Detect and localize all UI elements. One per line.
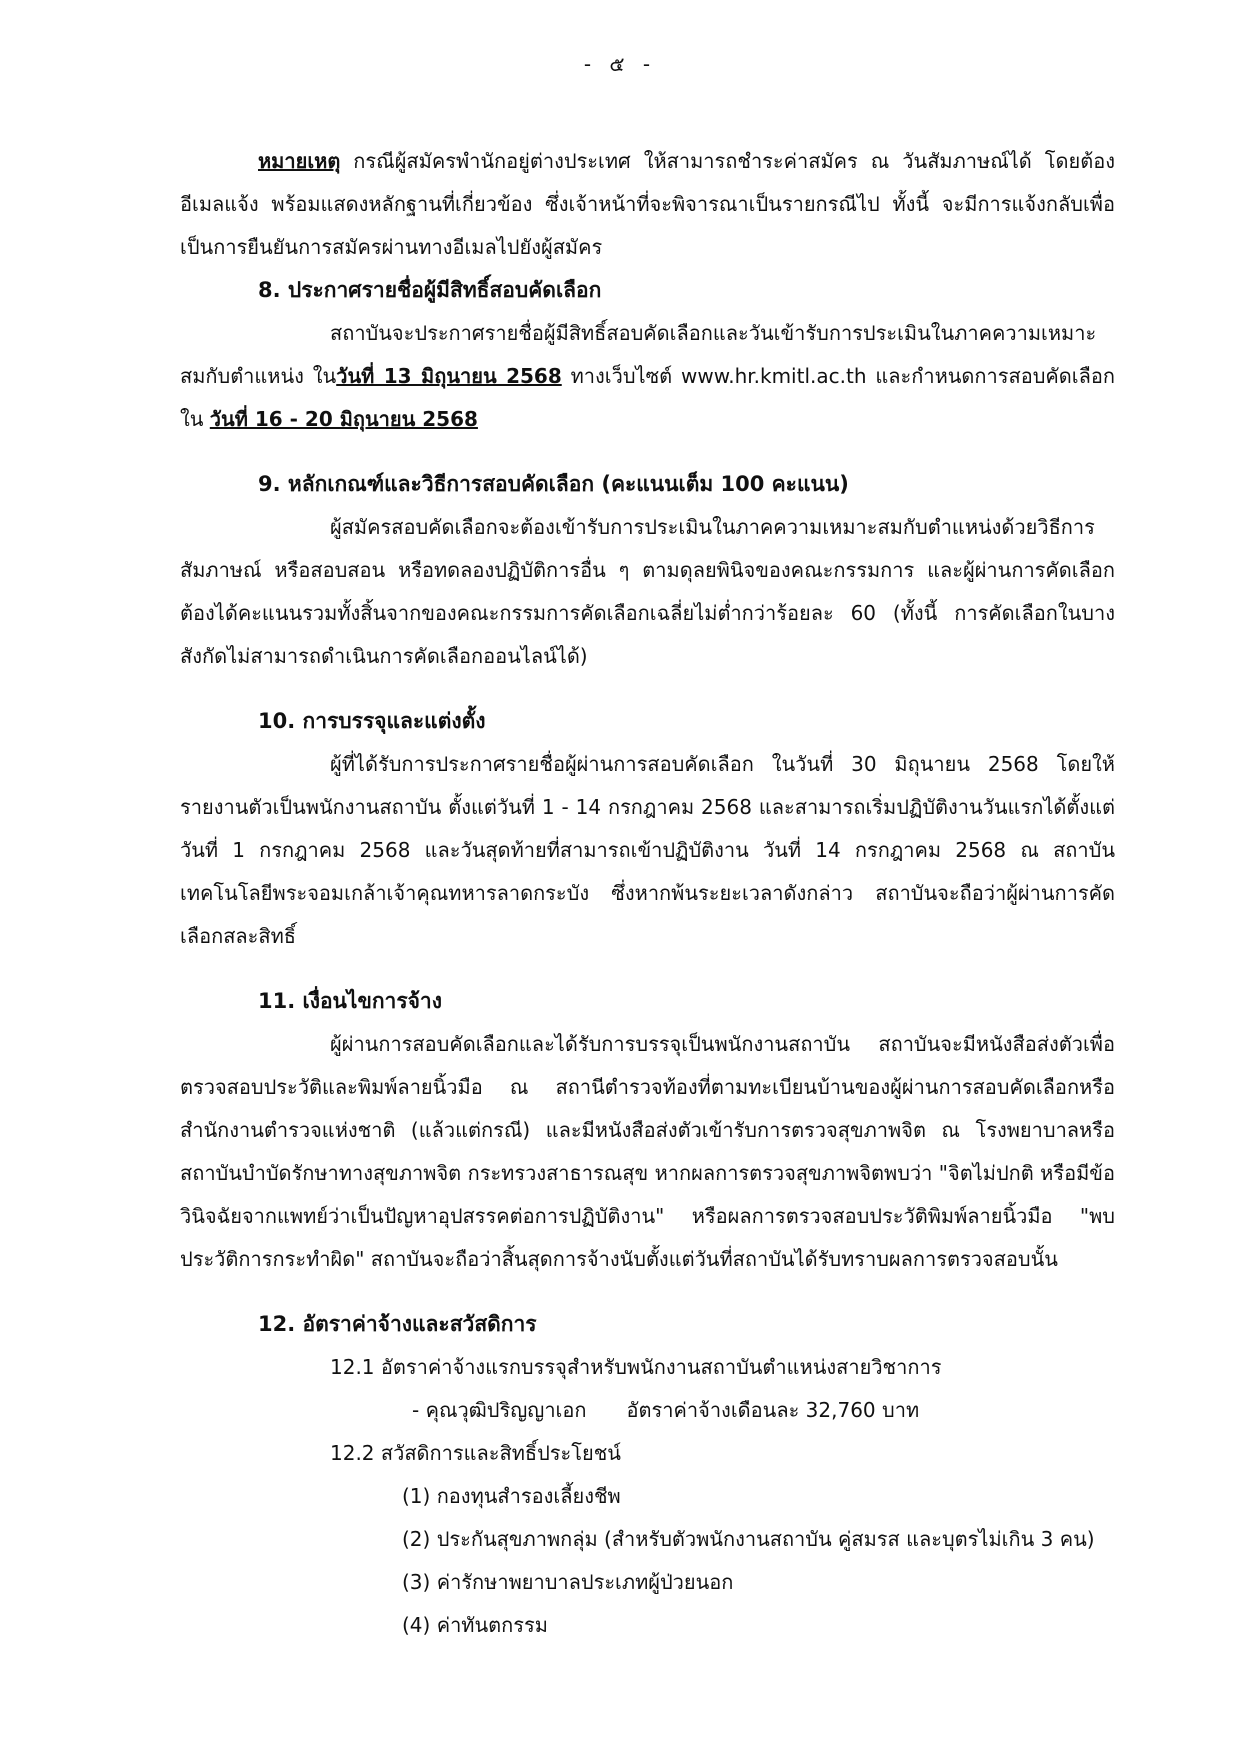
benefit-item: (4) ค่าทันตกรรม xyxy=(402,1613,548,1637)
section12-heading: 12. อัตราค่าจ้างและสวัสดิการ xyxy=(258,1312,537,1336)
section8-exam-date: วันที่ 16 - 20 มิถุนายน 2568 xyxy=(209,407,478,431)
section12-item1-sub xyxy=(180,1389,1115,1432)
section9-heading: 9. หลักเกณฑ์และวิธีการสอบคัดเลือก (คะแนนเต็ม 100 คะแนน) xyxy=(258,472,849,496)
degree-label: - คุณวุฒิปริญญาเอก xyxy=(412,1398,587,1422)
section8-announce-date: วันที่ 13 มิถุนายน 2568 xyxy=(336,364,562,388)
benefit-item: (1) กองทุนสำรองเลี้ยงชีพ xyxy=(402,1484,621,1508)
section8-text-b: ทางเว็บไซต์ www.hr.kmitl.ac.th และกำหนดการสอบคัดเลือกใน xyxy=(180,364,1115,431)
document-body xyxy=(180,140,1115,1647)
benefit-item: (2) ประกันสุขภาพกลุ่ม (สำหรับตัวพนักงานสถาบัน คู่สมรส และบุตรไม่เกิน 3 คน) xyxy=(402,1527,1095,1551)
benefit-item: (3) ค่ารักษาพยาบาลประเภทผู้ป่วยนอก xyxy=(402,1570,734,1594)
section10-paragraph: ผู้ที่ได้รับการประกาศรายชื่อผู้ผ่านการสอบคัดเลือก ในวันที่ 30 มิถุนายน 2568 โดยให้รายงานตัวเป็นพนักงานสถาบัน ตั้งแต่วันที่ 1 - 14 กรกฎาคม 2568 และสามารถเริ่มปฏิบัติงานวันแรกได้ตั้งแต่วันที่ 1 กรกฎาคม 2568 และวันสุดท้ายที่สามารถเข้าปฏิบัติงาน วันที่ 14 กรกฎาคม 2568 ณ สถาบันเทคโนโลยีพระจอมเกล้าเจ้าคุณทหารลาดกระบัง ซึ่งหากพ้นระยะเวลาดังกล่าว สถาบันจะถือว่าผู้ผ่านการคัดเลือกสละสิทธิ์ xyxy=(180,752,1115,948)
salary-value: อัตราค่าจ้างเดือนละ 32,760 บาท xyxy=(626,1398,920,1422)
section8-heading: 8. ประกาศรายชื่อผู้มีสิทธิ์สอบคัดเลือก xyxy=(258,278,602,302)
note-label: หมายเหตุ xyxy=(258,149,341,173)
section9-paragraph: ผู้สมัครสอบคัดเลือกจะต้องเข้ารับการประเมินในภาคความเหมาะสมกับตำแหน่งด้วยวิธีการสัมภาษณ์ หรือสอบสอน หรือทดลองปฏิบัติการอื่น ๆ ตามดุลยพินิจของคณะกรรมการ และผู้ผ่านการคัดเลือกต้องได้คะแนนรวมทั้งสิ้นจากของคณะกรรมการคัดเลือกเฉลี่ยไม่ต่ำกว่าร้อยละ 60 (ทั้งนี้ การคัดเลือกในบางสังกัดไม่สามารถดำเนินการคัดเลือกออนไลน์ได้) xyxy=(180,515,1115,668)
section11-paragraph: ผู้ผ่านการสอบคัดเลือกและได้รับการบรรจุเป็นพนักงานสถาบัน สถาบันจะมีหนังสือส่งตัวเพื่อตรวจสอบประวัติและพิมพ์ลายนิ้วมือ ณ สถานีตำรวจท้องที่ตามทะเบียนบ้านของผู้ผ่านการสอบคัดเลือกหรือสำนักงานตำรวจแห่งชาติ (แล้วแต่กรณี) และมีหนังสือส่งตัวเข้ารับการตรวจสุขภาพจิต ณ โรงพยาบาลหรือสถาบันบำบัดรักษาทางสุขภาพจิต กระทรวงสาธารณสุข หากผลการตรวจสุขภาพจิตพบว่า "จิตไม่ปกติ หรือมีข้อวินิจฉัยจากแพทย์ว่าเป็นปัญหาอุปสรรคต่อการปฏิบัติงาน" หรือผลการตรวจสอบประวัติพิมพ์ลายนิ้วมือ "พบประวัติการกระทำผิด" สถาบันจะถือว่าสิ้นสุดการจ้างนับตั้งแต่วันที่สถาบันได้รับทราบผลการตรวจสอบนั้น xyxy=(180,1032,1115,1271)
section10-heading: 10. การบรรจุและแต่งตั้ง xyxy=(258,709,486,733)
page-number: - ๕ - xyxy=(583,52,657,76)
section12-item1: 12.1 อัตราค่าจ้างแรกบรรจุสำหรับพนักงานสถาบันตำแหน่งสายวิชาการ xyxy=(330,1355,942,1379)
section12-item2: 12.2 สวัสดิการและสิทธิ์ประโยชน์ xyxy=(330,1441,621,1465)
note-paragraph xyxy=(180,140,1115,269)
section11-heading: 11. เงื่อนไขการจ้าง xyxy=(258,989,442,1013)
section8-paragraph xyxy=(180,312,1115,441)
section8-text-a: สถาบันจะประกาศรายชื่อผู้มีสิทธิ์สอบคัดเลือกและวันเข้ารับการประเมินในภาคความเหมาะสมกับตำแหน่ง ใน xyxy=(180,321,1097,388)
note-text: กรณีผู้สมัครพำนักอยู่ต่างประเทศ ให้สามารถชำระค่าสมัคร ณ วันสัมภาษณ์ได้ โดยต้องอีเมลแจ้ง พร้อมแสดงหลักฐานที่เกี่ยวข้อง ซึ่งเจ้าหน้าที่จะพิจารณาเป็นรายกรณีไป ทั้งนี้ จะมีการแจ้งกลับเพื่อเป็นการยืนยันการสมัครผ่านทางอีเมลไปยังผู้สมัคร xyxy=(180,149,1115,259)
